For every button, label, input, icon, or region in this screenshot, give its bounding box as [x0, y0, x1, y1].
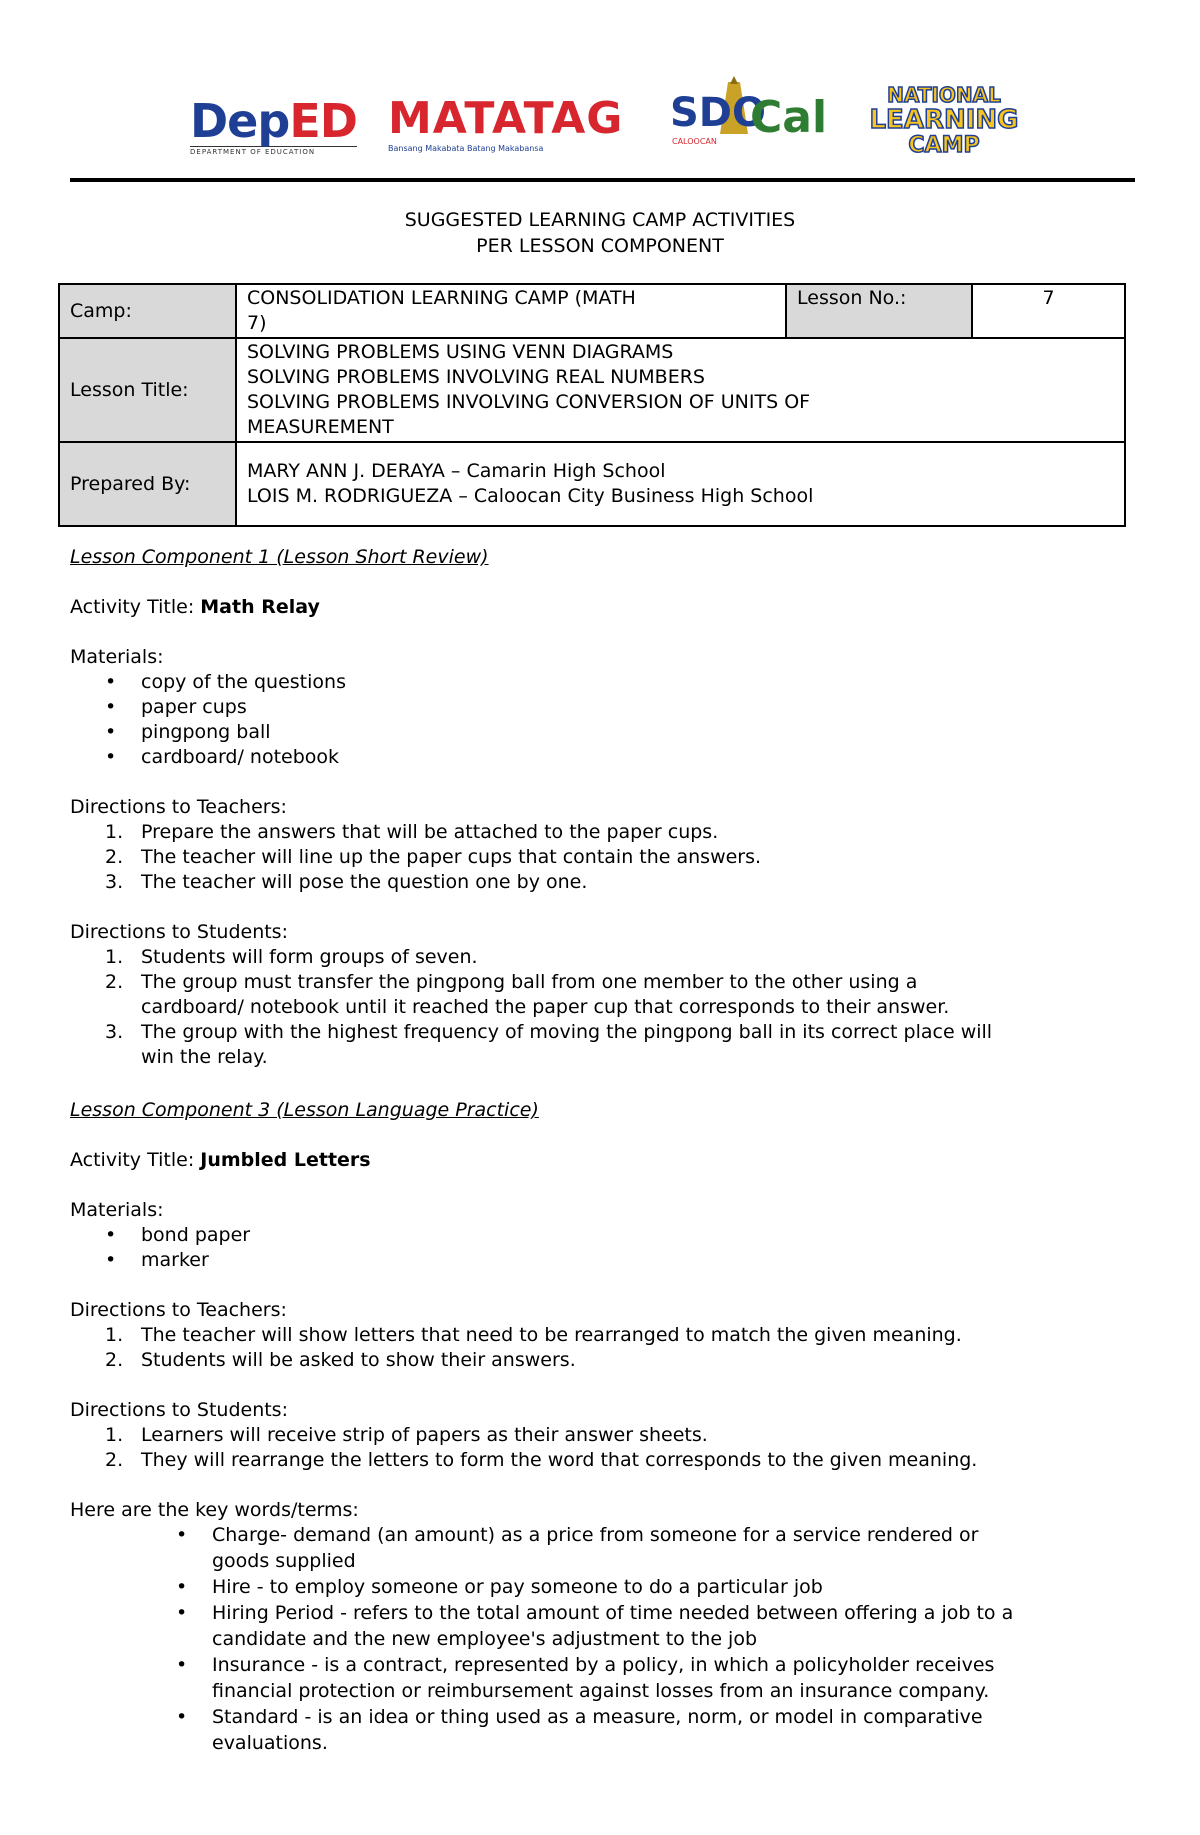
logo-row — [0, 70, 1200, 170]
material-item: bond paper — [141, 1224, 251, 1246]
list-number: 3. — [105, 1021, 124, 1043]
student-direction: cardboard/ notebook until it reached the paper cup that corresponds to their answer. — [141, 996, 950, 1018]
list-number: 2. — [105, 971, 124, 993]
header-divider — [70, 178, 1135, 182]
material-item: paper cups — [141, 696, 247, 718]
nlc-line3: CAMP — [908, 133, 980, 158]
material-item: pingpong ball — [141, 721, 271, 743]
list-number: 1. — [105, 821, 124, 843]
list-number: 2. — [105, 1449, 124, 1471]
list-number: 2. — [105, 1349, 124, 1371]
list-number: 1. — [105, 1324, 124, 1346]
component1-heading: Lesson Component 1 (Lesson Short Review) — [70, 546, 489, 568]
keyword-line: Insurance - is a contract, represented by a policy, in which a policyholder receives — [212, 1654, 995, 1676]
student-direction: Learners will receive strip of papers as their answer sheets. — [141, 1424, 708, 1446]
sdo-caloocan-logo — [668, 74, 828, 150]
matatag-subtitle: Bansang Makabata Batang Makabansa — [388, 144, 544, 153]
lesson-no-label: Lesson No.: — [786, 284, 972, 338]
deped-logo — [190, 94, 357, 156]
keyword-line: Hiring Period - refers to the total amount of time needed between offering a job to a — [212, 1602, 1014, 1624]
component1-students-label: Directions to Students: — [70, 921, 288, 943]
teacher-direction: The teacher will line up the paper cups that contain the answers. — [141, 846, 762, 868]
material-item: copy of the questions — [141, 671, 346, 693]
keyword-line: evaluations. — [212, 1732, 328, 1754]
list-number: 2. — [105, 846, 124, 868]
component1-materials-label: Materials: — [70, 646, 164, 668]
activity-label: Activity Title: — [70, 596, 201, 618]
component3-students-label: Directions to Students: — [70, 1399, 288, 1421]
matatag-logo — [388, 93, 624, 153]
prepared-by-value — [236, 442, 1125, 526]
component3-activity — [70, 1148, 371, 1173]
matatag-word: MATATAG — [388, 93, 624, 144]
lesson-title-line: SOLVING PROBLEMS USING VENN DIAGRAMS — [247, 341, 674, 363]
deped-word-right: ED — [289, 94, 357, 148]
keyword-line: Standard - is an idea or thing used as a measure, norm, or model in comparative — [212, 1706, 983, 1728]
list-number: 3. — [105, 871, 124, 893]
bullet-icon: • — [105, 746, 117, 768]
lesson-title-label: Lesson Title: — [59, 338, 236, 442]
deped-word-left: Dep — [190, 94, 290, 148]
component1-activity — [70, 595, 320, 620]
student-direction: Students will form groups of seven. — [141, 946, 478, 968]
component3-heading: Lesson Component 3 (Lesson Language Practice) — [70, 1099, 539, 1121]
bullet-icon: • — [176, 1706, 188, 1728]
teacher-direction: Students will be asked to show their answers. — [141, 1349, 576, 1371]
keyword-line: goods supplied — [212, 1550, 356, 1572]
preparer-line: MARY ANN J. DERAYA – Camarin High School — [247, 460, 666, 482]
camp-value-line: 7) — [247, 312, 267, 334]
keyword-line: Hire - to employ someone or pay someone to do a particular job — [212, 1576, 823, 1598]
lesson-title-line: MEASUREMENT — [247, 416, 394, 438]
teacher-direction: Prepare the answers that will be attached to the paper cups. — [141, 821, 719, 843]
camp-value-line: CONSOLIDATION LEARNING CAMP (MATH — [247, 287, 636, 309]
camp-value — [236, 284, 786, 338]
page-title-line1: SUGGESTED LEARNING CAMP ACTIVITIES — [404, 209, 796, 231]
bullet-icon: • — [176, 1524, 188, 1546]
component1-teachers-label: Directions to Teachers: — [70, 796, 287, 818]
activity-title: Math Relay — [200, 596, 320, 618]
bullet-icon: • — [105, 721, 117, 743]
deped-subtitle: DEPARTMENT OF EDUCATION — [190, 146, 357, 156]
component3-teachers-label: Directions to Teachers: — [70, 1299, 287, 1321]
lesson-info-table — [58, 283, 1126, 527]
teacher-direction: The teacher will show letters that need to be rearranged to match the given meaning. — [141, 1324, 962, 1346]
camp-label: Camp: — [59, 284, 236, 338]
prepared-by-label: Prepared By: — [59, 442, 236, 526]
nlc-line2: LEARNING — [869, 105, 1019, 135]
lesson-title-value — [236, 338, 1125, 442]
bullet-icon: • — [105, 1249, 117, 1271]
bullet-icon: • — [105, 1224, 117, 1246]
bullet-icon: • — [176, 1576, 188, 1598]
material-item: marker — [141, 1249, 209, 1271]
activity-label: Activity Title: — [70, 1149, 201, 1171]
lesson-no-value: 7 — [972, 284, 1125, 338]
student-direction: win the relay. — [141, 1046, 268, 1068]
keyword-line: candidate and the new employee's adjustment to the job — [212, 1628, 758, 1650]
nlc-line1: NATIONAL — [887, 83, 1001, 107]
bullet-icon: • — [176, 1654, 188, 1676]
list-number: 1. — [105, 1424, 124, 1446]
national-learning-camp-logo — [864, 80, 1024, 156]
keywords-label: Here are the key words/terms: — [70, 1499, 359, 1521]
component3-materials-label: Materials: — [70, 1199, 164, 1221]
list-number: 1. — [105, 946, 124, 968]
sdo-text-left: SDO — [670, 90, 767, 136]
lesson-title-line: SOLVING PROBLEMS INVOLVING CONVERSION OF UNITS OF — [247, 391, 811, 413]
activity-title: Jumbled Letters — [200, 1149, 371, 1171]
teacher-direction: The teacher will pose the question one by one. — [141, 871, 588, 893]
page-title-line2: PER LESSON COMPONENT — [476, 235, 724, 257]
material-item: cardboard/ notebook — [141, 746, 340, 768]
sdo-subtitle: CALOOCAN — [672, 137, 717, 146]
bullet-icon: • — [105, 696, 117, 718]
sdo-text-right: Cal — [750, 92, 828, 143]
bullet-icon: • — [105, 671, 117, 693]
keyword-line: financial protection or reimbursement against losses from an insurance company. — [212, 1680, 990, 1702]
student-direction: The group with the highest frequency of moving the pingpong ball in its correct place will — [141, 1021, 993, 1043]
student-direction: They will rearrange the letters to form the word that corresponds to the given meaning. — [141, 1449, 978, 1471]
lesson-title-line: SOLVING PROBLEMS INVOLVING REAL NUMBERS — [247, 366, 705, 388]
bullet-icon: • — [176, 1602, 188, 1624]
student-direction: The group must transfer the pingpong ball from one member to the other using a — [141, 971, 918, 993]
preparer-line: LOIS M. RODRIGUEZA – Caloocan City Business High School — [247, 485, 814, 507]
keyword-line: Charge- demand (an amount) as a price from someone for a service rendered or — [212, 1524, 979, 1546]
